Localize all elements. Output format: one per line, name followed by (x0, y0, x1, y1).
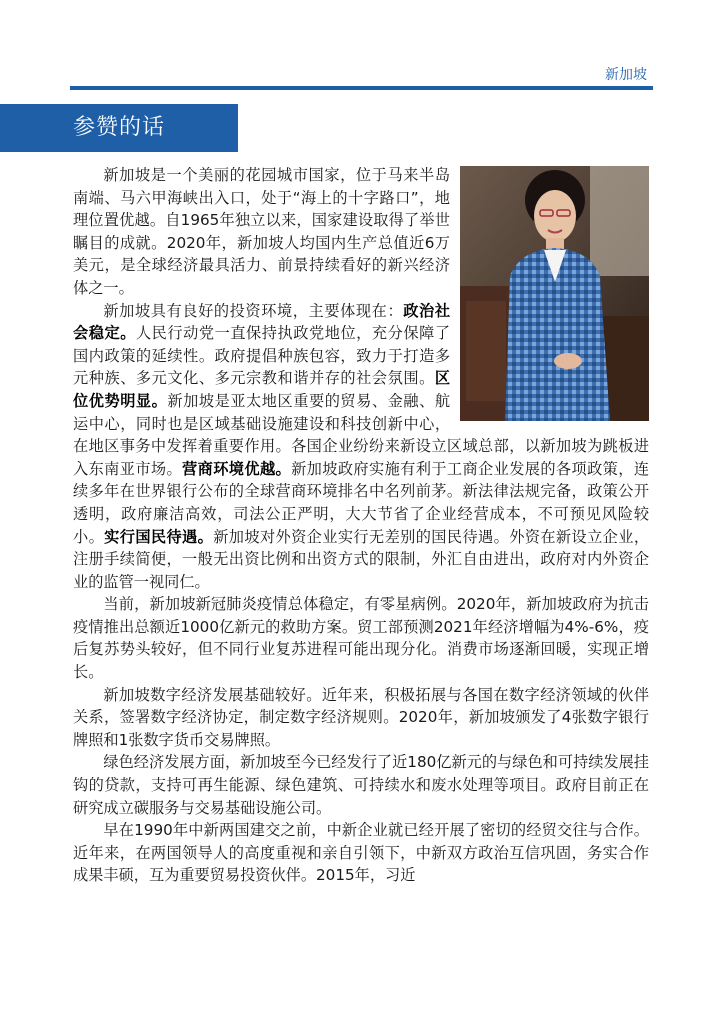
paragraph (73, 819, 649, 887)
paragraph-text: 新加坡数字经济发展基础较好。近年来，积极拓展与各国在数字经济领域的伙伴关系，签署数字经济协定，制定数字经济规则。2020年，新加坡颁发了4张数字银行牌照和1张数字货币交易牌照。 (73, 685, 649, 749)
bold-keyphrase: 区位优势明显。 (73, 369, 450, 410)
running-header: 新加坡 (605, 67, 647, 83)
bold-keyphrase: 实行国民待遇。 (104, 527, 214, 546)
paragraph (73, 684, 649, 752)
body-text (73, 164, 649, 887)
paragraph-text: 新加坡是亚太地区重要的贸易、金融、航运中心，同时也是区域基础设施建设和科技创新中心，在地区事务中发挥着重要作用。各国企业纷纷来新设立区域总部，以新加坡为跳板进入东南亚市场。 (73, 391, 649, 478)
paragraph-text: 绿色经济发展方面，新加坡至今已经发行了近180亿新元的与绿色和可持续发展挂钩的贷款，支持可再生能源、绿色建筑、可持续水和废水处理等项目。政府目前正在研究成立碳服务与交易基础设施公司。 (73, 753, 649, 817)
paragraph (73, 751, 649, 819)
section-banner: 参赞的话 (0, 104, 238, 152)
bold-keyphrase: 营商环境优越。 (182, 459, 292, 478)
portrait-photo (460, 166, 649, 421)
paragraph-text: 新加坡对外资企业实行无差别的国民待遇。外资在新设立企业，注册手续简便，一般无出资比例和出资方式的限制，外汇自由进出，政府对内外资企业的监管一视同仁。 (73, 527, 649, 591)
paragraph-text: 新加坡是一个美丽的花园城市国家，位于马来半岛南端、马六甲海峡出入口，处于“海上的十字路口”，地理位置优越。自1965年独立以来，国家建设取得了举世瞩目的成就。2020年，新加坡人均国内生产总值近6万美元，是全球经济最具活力、前景持续看好的新兴经济体之一。 (73, 166, 450, 297)
header-rule (70, 86, 653, 90)
paragraph-text: 新加坡具有良好的投资环境，主要体现在： (103, 301, 404, 320)
paragraph-text: 当前，新加坡新冠肺炎疫情总体稳定，有零星病例。2020年，新加坡政府为抗击疫情推出总额近1000亿新元的救助方案。贸工部预测2021年经济增幅为4%-6%，疫后复苏势头较好，但不同行业复苏进程可能出现分化。消费市场逐渐回暖，实现正增长。 (73, 595, 649, 682)
paragraph-text: 人民行动党一直保持执政党地位，充分保障了国内政策的延续性。政府提倡种族包容，致力于打造多元种族、多元文化、多元宗教和谐并存的社会氛围。 (73, 324, 451, 388)
paragraph (73, 593, 649, 683)
bold-keyphrase: 政治社会稳定。 (73, 301, 451, 343)
paragraph-text: 早在1990年中新两国建交之前，中新企业就已经开展了密切的经贸交往与合作。近年来，在两国领导人的高度重视和亲自引领下，中新双方政治互信巩固，务实合作成果丰硕，互为重要贸易投资伙伴。2015年，习近 (73, 821, 649, 885)
paragraph-text: 新加坡政府实施有利于工商企业发展的各项政策，连续多年在世界银行公布的全球营商环境排名中名列前茅。新法律法规完备，政策公开透明，政府廉洁高效，司法公正严明，大大节省了企业经营成本，不可预见风险较小。 (73, 459, 649, 546)
